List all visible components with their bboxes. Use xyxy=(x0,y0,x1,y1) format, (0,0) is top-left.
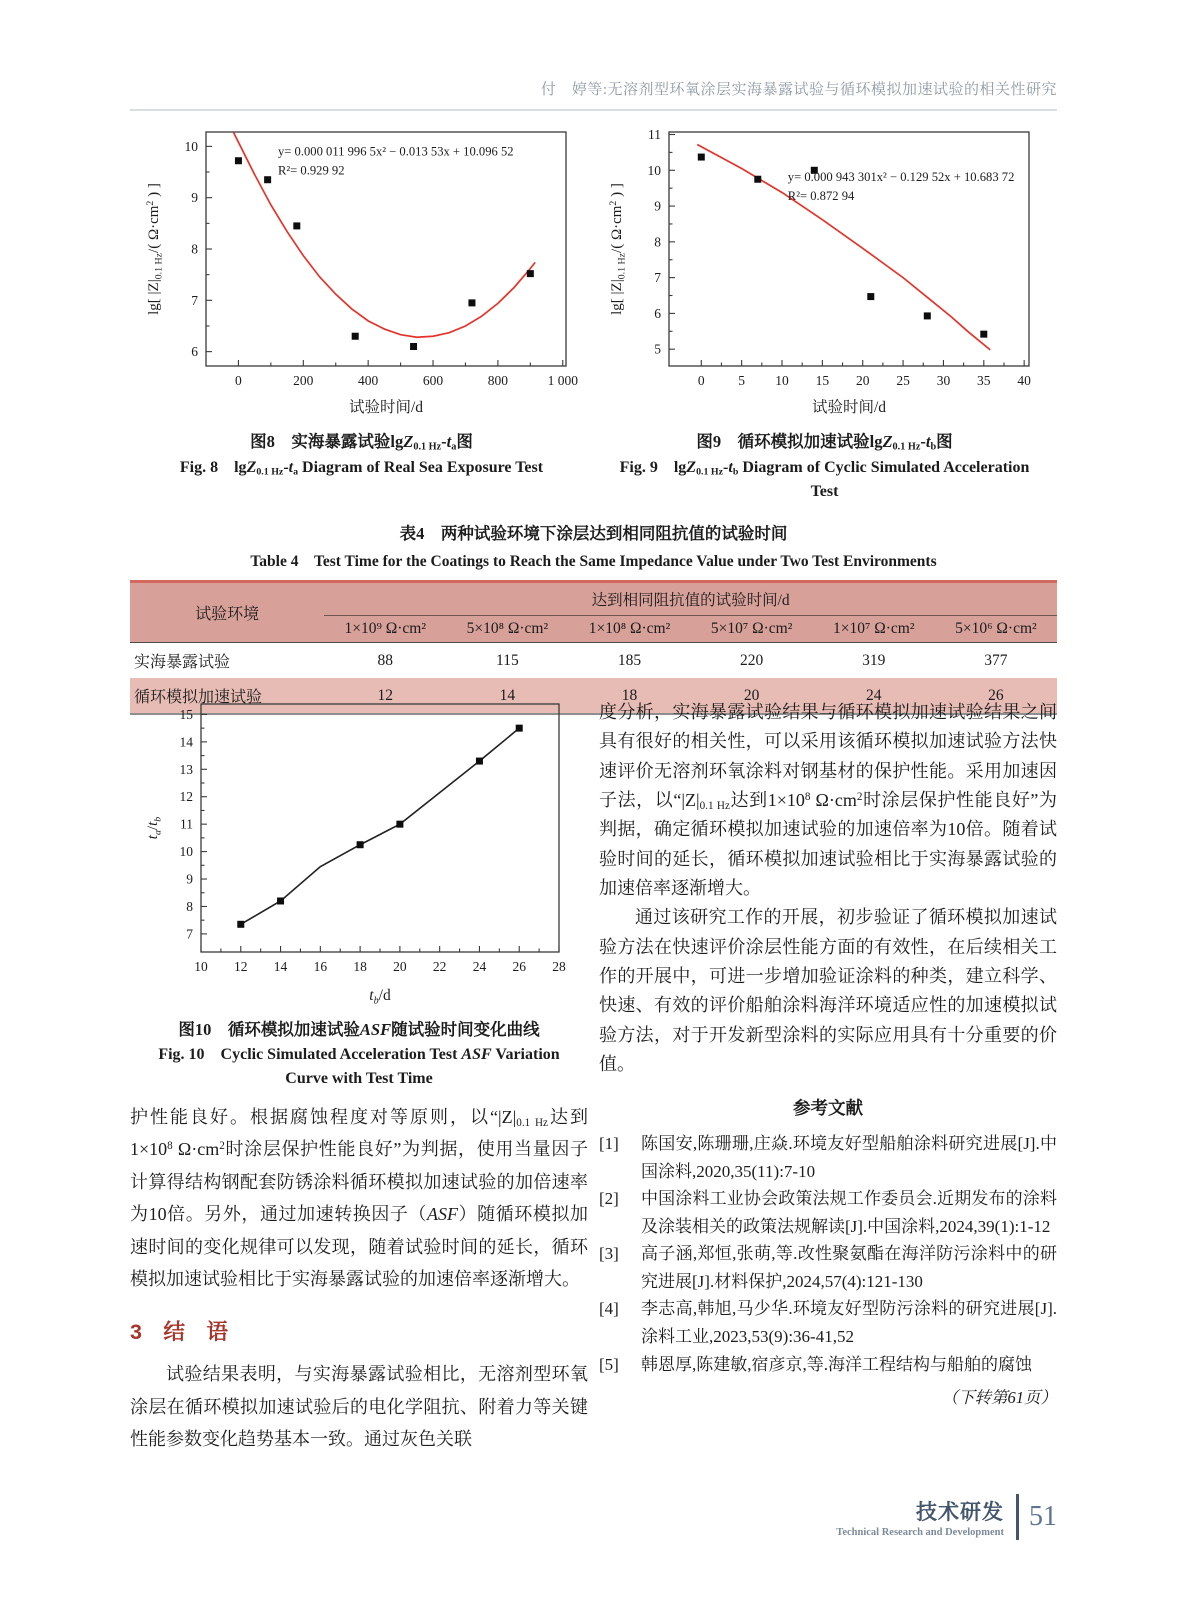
text-segment: 2 xyxy=(856,790,863,803)
fig10-caption-zh xyxy=(178,1016,539,1040)
fig8-caption-en xyxy=(180,456,543,480)
data-point-marker xyxy=(264,176,271,183)
text-segment: 图8 实海暴露试验lg xyxy=(250,432,404,451)
text-segment: 达到1×10 xyxy=(729,789,805,810)
data-point-marker xyxy=(234,157,241,164)
svg-text:9: 9 xyxy=(186,871,193,887)
svg-text:26: 26 xyxy=(512,959,526,974)
left-paragraph-1 xyxy=(130,1101,588,1295)
text-segment: Z xyxy=(882,432,893,451)
reference-item xyxy=(599,1295,1057,1350)
page-number: 51 xyxy=(1029,1501,1057,1532)
svg-text:7: 7 xyxy=(653,270,661,286)
text-segment: 0.1 Hz xyxy=(696,466,724,478)
text-segment: 度分析，实海暴露试验结果与循环模拟加速试验结果之间具有很好的相关性，可以采用该循环模拟加速试验方法快速评价无溶剂环氧涂料对钢基材的保护性能。采用加速因子法，以“|Z| xyxy=(599,702,1057,810)
text-segment: Z xyxy=(686,458,697,476)
data-point-marker xyxy=(754,176,761,183)
text-segment: Z xyxy=(403,432,414,451)
threshold-header: 1×10⁷ Ω·cm² xyxy=(813,616,935,643)
svg-text:11: 11 xyxy=(647,127,661,143)
reference-number: [3] xyxy=(599,1244,619,1264)
text-segment: Fig. 9 lg xyxy=(619,458,687,476)
reference-number: [1] xyxy=(599,1134,619,1154)
svg-text:24: 24 xyxy=(472,959,487,974)
text-segment: ）随循环模拟加速时间的变化规律可以发现，随着试验时间的延长，循环模拟加速试验相比于实海暴露试验的加速倍率逐渐增大。 xyxy=(130,1204,589,1289)
x-axis-label: 试验时间/d xyxy=(348,399,423,416)
svg-text:25: 25 xyxy=(895,373,910,388)
table4-block xyxy=(130,520,1057,715)
equation-annotation: y= 0.000 011 996 5x² − 0.013 53x + 10.096 52 xyxy=(277,144,514,159)
data-point-marker xyxy=(468,299,475,306)
equation-annotation: R²= 0.872 94 xyxy=(787,189,854,204)
svg-text:12: 12 xyxy=(234,959,248,974)
svg-text:600: 600 xyxy=(422,373,443,388)
page-footer xyxy=(836,1494,1057,1540)
table-cell: 14 xyxy=(499,686,516,704)
svg-text:8: 8 xyxy=(190,241,198,257)
text-segment: b xyxy=(732,466,739,478)
table-cell: 115 xyxy=(496,651,519,669)
svg-text:5: 5 xyxy=(653,341,661,357)
text-segment: Diagram of Real Sea Exposure Test xyxy=(298,458,544,476)
chart-root xyxy=(145,132,578,416)
svg-text:14: 14 xyxy=(273,959,288,974)
svg-text:10: 10 xyxy=(194,959,208,974)
svg-text:16: 16 xyxy=(313,959,328,974)
svg-text:10: 10 xyxy=(179,844,193,860)
reference-item xyxy=(599,1130,1057,1185)
fig10-caption-en xyxy=(144,1043,574,1091)
equation-annotation: R²= 0.929 92 xyxy=(277,163,345,178)
svg-text:10: 10 xyxy=(184,138,198,154)
svg-text:0: 0 xyxy=(697,373,705,388)
text-segment: 图10 循环模拟加速试验 xyxy=(178,1020,360,1039)
svg-text:22: 22 xyxy=(432,959,447,974)
text-segment: Fig. 8 lg xyxy=(179,458,247,476)
text-segment: 图 xyxy=(456,432,473,451)
data-point-marker xyxy=(410,343,417,350)
table-header-row xyxy=(130,582,1057,616)
data-point-marker xyxy=(396,821,403,828)
threshold-header: 5×10⁶ Ω·cm² xyxy=(935,616,1057,643)
tick-labels xyxy=(647,127,1031,388)
text-segment: t xyxy=(446,432,452,451)
reference-text: 中国涂料工业协会政策法规工作委员会.近期发布的涂料及涂装相关的政策法规解读[J].中国涂料,2024,39(1):1-12 xyxy=(641,1189,1057,1236)
text-segment: ASF xyxy=(427,1204,459,1225)
text-segment: Variation Curve with Test Time xyxy=(285,1046,560,1087)
threshold-header: 1×10⁸ Ω·cm² xyxy=(568,616,690,643)
right-paragraph-1 xyxy=(599,698,1057,903)
svg-text:7: 7 xyxy=(190,292,198,308)
text-segment: 时涂层保护性能良好”为判据，确定循环模拟加速试验的加速倍率为10倍。随着试验时间的延长，循环模拟加速试验相比于实海暴露试验的加速倍率逐渐增大。 xyxy=(599,789,1057,898)
table-cell: 12 xyxy=(377,686,393,704)
text-segment: 时涂层保护性能良好”为判据，使用当量因子计算得结构钢配套防锈涂料循环模拟加速试验的加倍速率为10倍。另外，通过加速转换因子（ xyxy=(130,1139,588,1225)
tick-labels xyxy=(184,139,578,388)
x-axis-label: $t_b/d$ xyxy=(369,987,391,1007)
reference-text: 高子涵,郑恒,张萌,等.改性聚氨酯在海洋防污涂料中的研究进展[J].材料保护,2024,57(4):121-130 xyxy=(641,1244,1057,1291)
svg-text:9: 9 xyxy=(653,198,661,214)
reference-text: 陈国安,陈珊珊,庄焱.环境友好型船舶涂料研究进展[J].中国涂料,2020,35(11):7-10 xyxy=(641,1134,1057,1181)
text-segment: Diagram of Cyclic Simulated Acceleration Test xyxy=(738,458,1030,500)
fig9-chart xyxy=(605,120,1045,420)
table-cell: 220 xyxy=(740,651,764,669)
reference-number: [4] xyxy=(599,1299,619,1319)
references-heading: 参考文献 xyxy=(793,1098,863,1119)
data-point-marker xyxy=(277,897,284,904)
svg-text:40: 40 xyxy=(1016,373,1031,388)
plot-frame xyxy=(201,704,559,952)
text-segment: t xyxy=(925,432,931,451)
svg-text:35: 35 xyxy=(976,373,991,388)
table-cell: 319 xyxy=(862,651,886,669)
svg-text:6: 6 xyxy=(190,344,198,360)
reference-number: [2] xyxy=(599,1189,619,1209)
fig9-caption-zh xyxy=(696,428,952,453)
fig8-caption-zh xyxy=(250,428,473,453)
text-segment: 8 xyxy=(804,790,811,803)
reference-item xyxy=(599,1351,1057,1379)
svg-text:20: 20 xyxy=(393,959,407,974)
text-segment: 护性能良好。根据腐蚀程度对等原则，以“|Z| xyxy=(130,1107,517,1127)
svg-text:13: 13 xyxy=(179,761,193,777)
data-point-marker xyxy=(476,758,483,765)
svg-text:18: 18 xyxy=(353,959,367,974)
text-segment: 8 xyxy=(167,1140,173,1153)
row-label: 实海暴露试验 xyxy=(134,654,231,671)
svg-text:200: 200 xyxy=(292,373,313,388)
table-cell: 24 xyxy=(866,686,882,704)
axis-ticks xyxy=(206,146,563,366)
table4-title-en: Table 4 Test Time for the Coatings to Reach the Same Impedance Value under Two Test Environments xyxy=(250,553,937,570)
table-cell: 185 xyxy=(617,651,642,669)
svg-text:5: 5 xyxy=(737,373,745,388)
left-column xyxy=(130,690,588,1456)
right-column xyxy=(599,698,1057,1408)
col-header-environment: 试验环境 xyxy=(130,582,324,643)
x-axis-label: 试验时间/d xyxy=(811,399,886,416)
table-cell: 20 xyxy=(743,686,760,704)
text-segment: b xyxy=(930,441,937,453)
chart-root xyxy=(608,127,1031,416)
continued-note: （下转第61页） xyxy=(941,1388,1057,1408)
right-paragraph-2: 通过该研究工作的开展，初步验证了循环模拟加速试验方法在快速评价涂层性能方面的有效性，在后续相关工作的开展中，可进一步增加验证涂料的种类，建立科学、快速、有效的评价船舶涂料海洋环境适应性的加速模拟试验方法，对于开发新型涂料的实际应用具有十分重要的价值。 xyxy=(599,907,1057,1074)
svg-text:0: 0 xyxy=(234,373,242,388)
left-paragraph-2: 试验结果表明，与实海暴露试验相比，无溶剂型环氧涂层在循环模拟加速试验后的电化学阻抗、附着力等关键性能参数变化趋势基本一致。通过灰色关联 xyxy=(130,1364,588,1450)
fig9-caption-en xyxy=(610,456,1040,504)
plot-frame xyxy=(669,132,1029,366)
data-point-marker xyxy=(357,841,364,848)
svg-text:14: 14 xyxy=(179,734,193,750)
y-axis-label: $t_a/t_b$ xyxy=(145,816,164,840)
text-segment: a xyxy=(451,441,457,453)
text-segment: 随试验时间变化曲线 xyxy=(391,1020,540,1039)
reference-item xyxy=(599,1185,1057,1240)
reference-number: [5] xyxy=(599,1354,619,1374)
footer-section-zh: 技术研发 xyxy=(916,1501,1004,1524)
threshold-header: 5×10⁷ Ω·cm² xyxy=(691,616,813,643)
text-segment: 图 xyxy=(936,432,953,451)
svg-text:20: 20 xyxy=(855,373,869,388)
text-segment: 达到1×10 xyxy=(130,1107,588,1160)
text-segment: 0.1 Hz xyxy=(892,441,921,453)
y-axis-label: lg[ $|Z|_{0.1 Hz}/$( $\Omega\cdot cm^2$ ) ] xyxy=(607,183,627,315)
row-label: 循环模拟加速试验 xyxy=(134,689,263,706)
threshold-header: 5×10⁸ Ω·cm² xyxy=(446,616,568,643)
fig8-chart xyxy=(142,120,582,420)
text-segment: Ω·cm xyxy=(810,789,857,810)
running-header: 付 婷等:无溶剂型环氧涂层实海暴露试验与循环模拟加速试验的相关性研究 xyxy=(130,78,1057,111)
equation-annotation: y= 0.000 943 301x² − 0.129 52x + 10.683 72 xyxy=(787,170,1014,185)
footer-section xyxy=(836,1496,1004,1538)
data-point-marker xyxy=(697,154,704,161)
text-segment: 0.1 Hz xyxy=(413,441,442,453)
text-segment: Z xyxy=(246,458,257,476)
text-segment: 0.1 Hz xyxy=(256,466,284,478)
references-list xyxy=(599,1130,1057,1378)
svg-text:6: 6 xyxy=(653,305,661,321)
table-cell: 377 xyxy=(984,651,1008,669)
table-cell: 18 xyxy=(621,686,638,704)
chart-root xyxy=(145,704,566,1007)
section-heading-conclusion: 3 结 语 xyxy=(130,1320,228,1345)
svg-text:10: 10 xyxy=(774,373,789,388)
data-point-marker xyxy=(980,331,987,338)
data-points xyxy=(237,725,522,928)
text-segment: Ω·cm xyxy=(172,1139,220,1160)
data-point-marker xyxy=(237,921,244,928)
text-segment: - xyxy=(920,432,926,451)
data-point-marker xyxy=(293,222,300,229)
data-point-marker xyxy=(867,293,874,300)
fig10-chart xyxy=(141,690,577,1008)
svg-text:9: 9 xyxy=(190,190,198,206)
text-segment: ASF xyxy=(359,1020,392,1039)
text-segment: 2 xyxy=(219,1140,225,1153)
data-point-marker xyxy=(923,312,930,319)
svg-text:8: 8 xyxy=(653,234,661,250)
data-point-marker xyxy=(526,270,533,277)
text-segment: a xyxy=(293,466,299,478)
table-cell: 88 xyxy=(377,651,393,669)
figure-fig10 xyxy=(130,690,588,1091)
data-points xyxy=(234,157,533,350)
svg-text:15: 15 xyxy=(179,706,193,722)
plot-frame xyxy=(206,132,566,366)
footer-section-en: Technical Research and Development xyxy=(836,1527,1004,1538)
text-segment: 图9 循环模拟加速试验lg xyxy=(696,432,883,451)
reference-text: 李志高,韩旭,马少华.环境友好型防污涂料的研究进展[J].涂料工业,2023,53(9):36-41,52 xyxy=(641,1299,1057,1346)
text-segment: t xyxy=(728,458,733,476)
table-cell: 26 xyxy=(988,686,1004,704)
svg-text:7: 7 xyxy=(186,926,193,942)
svg-text:12: 12 xyxy=(179,789,193,805)
svg-text:28: 28 xyxy=(552,959,566,974)
svg-text:8: 8 xyxy=(186,898,193,914)
svg-text:30: 30 xyxy=(936,373,950,388)
footer-divider xyxy=(1016,1494,1019,1540)
svg-text:800: 800 xyxy=(487,373,508,388)
threshold-header: 1×10⁹ Ω·cm² xyxy=(324,616,446,643)
data-point-marker xyxy=(516,725,523,732)
data-point-marker xyxy=(351,333,358,340)
svg-text:400: 400 xyxy=(357,373,378,388)
text-segment: - xyxy=(723,458,729,476)
figure-fig8 xyxy=(130,120,593,504)
text-segment: t xyxy=(288,458,294,476)
text-segment: - xyxy=(283,458,289,476)
table4-title-zh: 表4 两种试验环境下涂层达到相同阻抗值的试验时间 xyxy=(399,524,788,543)
table-row xyxy=(130,643,1057,679)
reference-item xyxy=(599,1240,1057,1295)
reference-text: 韩恩厚,陈建敏,宿彦京,等.海洋工程结构与船舶的腐蚀 xyxy=(641,1354,1032,1374)
text-segment: - xyxy=(441,432,447,451)
figure-fig9 xyxy=(593,120,1056,504)
y-axis-label: lg[ $|Z|_{0.1 Hz}/$( $\Omega\cdot cm^2$ ) ] xyxy=(144,183,164,315)
svg-text:15: 15 xyxy=(815,373,829,388)
text-segment: 0.1 Hz xyxy=(699,799,730,812)
text-segment: ASF xyxy=(461,1046,492,1063)
text-segment: Fig. 10 Cyclic Simulated Acceleration Test xyxy=(158,1046,462,1063)
svg-text:10: 10 xyxy=(647,162,661,178)
svg-text:11: 11 xyxy=(180,816,193,832)
col-header-group: 达到相同阻抗值的试验时间/d xyxy=(324,582,1057,616)
svg-text:1 000: 1 000 xyxy=(547,373,578,388)
text-segment: 0.1 Hz xyxy=(516,1116,548,1129)
figure-row xyxy=(130,120,1057,504)
tick-labels xyxy=(180,707,567,974)
